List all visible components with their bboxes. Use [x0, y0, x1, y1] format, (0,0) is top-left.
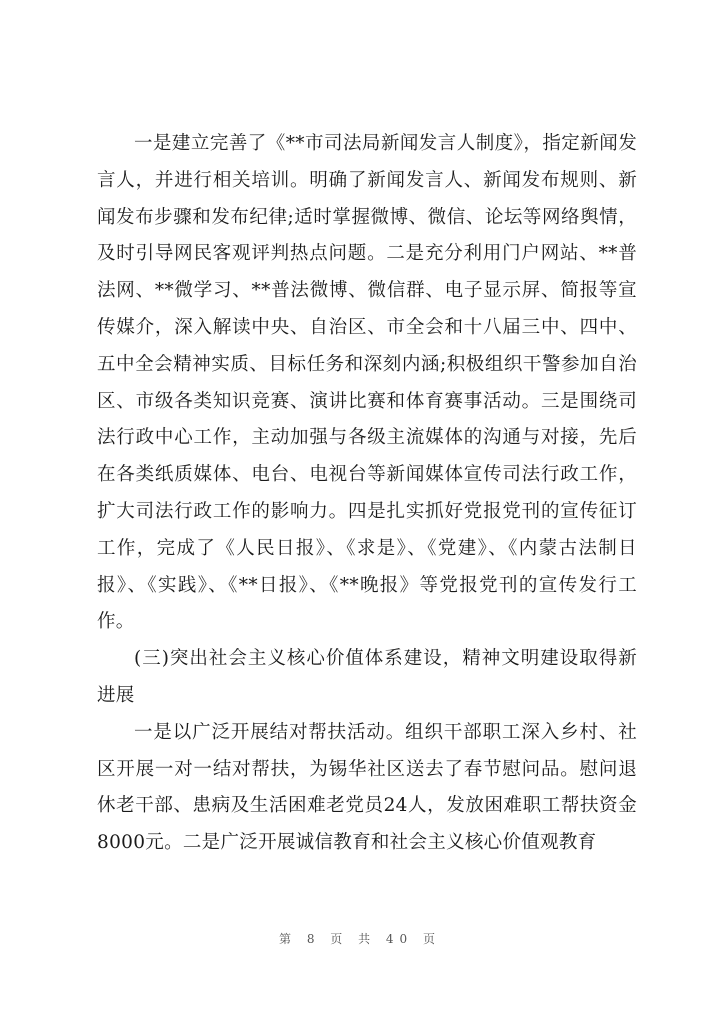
page-number-footer: 第 8 页 共 40 页 — [279, 932, 441, 946]
document-body — [97, 126, 637, 862]
paragraph-publicity-work: 一是建立完善了《**市司法局新闻发言人制度》，指定新闻发言人，并进行相关培训。明确了新闻发言人、新闻发布规则、新闻发布步骤和发布纪律;适时掌握微博、微信、论坛等网络舆情，及时引导网民客观评判热点问题。二是充分利用门户网站、**普法网、**微学习、**普法微博、微信群、电子显示屏、简报等宣传媒介，深入解读中央、自治区、市全会和十八届三中、四中、五中全会精神实质、目标任务和深刻内涵;积极组织干警参加自治区、市级各类知识竞赛、演讲比赛和体育赛事活动。三是围绕司法行政中心工作，主动加强与各级主流媒体的沟通与对接，先后在各类纸质媒体、电台、电视台等新闻媒体宣传司法行政工作，扩大司法行政工作的影响力。四是扎实抓好党报党刊的宣传征订工作，完成了《人民日报》、《求是》、《党建》、《内蒙古法制日报》、《实践》、《**日报》、《**晚报》等党报党刊的宣传发行工作。 — [97, 133, 637, 633]
paragraph-assistance-activities: 一是以广泛开展结对帮扶活动。组织干部职工深入乡村、社区开展一对一结对帮扶，为锡华社区送去了春节慰问品。慰问退休老干部、患病及生活困难老党员24人，发放困难职工帮扶资金8000元。二是广泛开展诚信教育和社会主义核心价值观教育 — [97, 721, 637, 854]
section-heading-core-values: (三)突出社会主义核心价值体系建设，精神文明建设取得新进展 — [97, 648, 637, 706]
